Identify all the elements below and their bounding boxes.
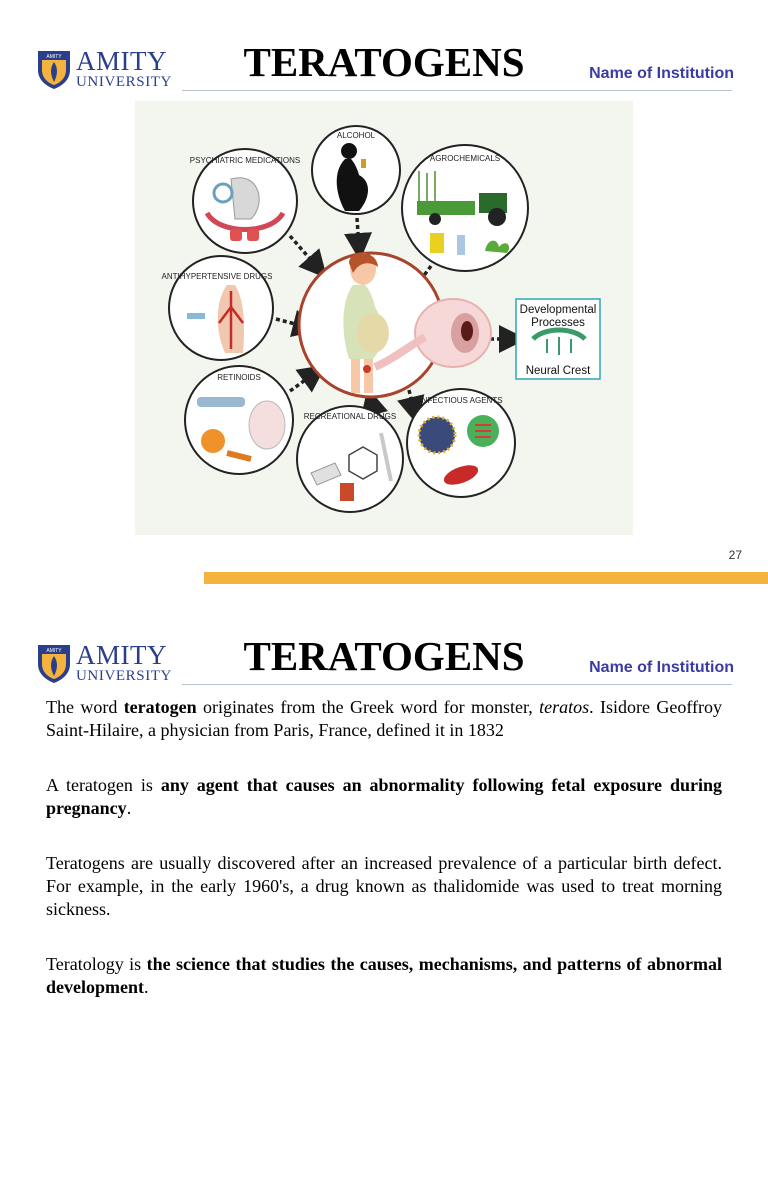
text-run: Teratogens are usually discovered after an increased prevalence of a particular birth defect. For example, in the early 1960's, a drug known as thalidomide was used to treat morning sickness. bbox=[46, 853, 722, 919]
shield-text: AMITY bbox=[46, 648, 62, 654]
text-run: . Isidore Geoffroy Saint-Hilaire, a physician from Paris, France, defined it in 1832 bbox=[46, 697, 723, 740]
amity-university-logo bbox=[36, 48, 176, 94]
text-run: The word bbox=[46, 697, 124, 717]
paragraph-discovery bbox=[46, 852, 722, 921]
text-run: originates from the Greek word for monster, bbox=[196, 697, 540, 717]
text-run: . bbox=[126, 798, 132, 818]
agrochemicals-label: AGROCHEMICALS bbox=[429, 154, 501, 163]
logo-name: AMITY bbox=[76, 640, 167, 670]
outcome-line1: Developmental bbox=[519, 304, 597, 316]
outcome-line2: Processes bbox=[531, 317, 585, 329]
text-run: . bbox=[144, 977, 149, 997]
slide-teratogens-definition bbox=[0, 594, 768, 1188]
term-teratos: teratos bbox=[539, 697, 590, 717]
psychiatric-medications-node bbox=[190, 149, 300, 253]
retinoids-label: RETINOIDS bbox=[217, 373, 261, 382]
shield-text: AMITY bbox=[46, 54, 62, 60]
header-divider bbox=[182, 684, 732, 685]
agrochemicals-node bbox=[402, 145, 528, 271]
term-teratogen: teratogen bbox=[123, 697, 197, 717]
institution-name: Name of Institution bbox=[589, 65, 734, 82]
logo-name: AMITY bbox=[76, 46, 167, 76]
antihypertensive-drugs-node bbox=[162, 256, 273, 360]
recreational-label: RECREATIONAL DRUGS bbox=[303, 412, 397, 421]
teratology-emphasis: the science that studies the causes, mechanisms, and patterns of abnormal development bbox=[46, 954, 722, 997]
infectious-label: INFECTIOUS AGENTS bbox=[419, 396, 503, 405]
text-run: Teratology is bbox=[46, 954, 147, 974]
developmental-processes-box bbox=[516, 299, 600, 379]
footer-accent-bar bbox=[204, 572, 768, 584]
recreational-drugs-node bbox=[297, 406, 403, 512]
header-divider bbox=[182, 90, 732, 91]
institution-name: Name of Institution bbox=[589, 659, 734, 676]
alcohol-node bbox=[312, 126, 400, 214]
infectious-agents-node bbox=[407, 389, 515, 497]
psychiatric-label: PSYCHIATRIC MEDICATIONS bbox=[189, 156, 301, 165]
alcohol-label: ALCOHOL bbox=[336, 131, 376, 140]
teratogens-diagram bbox=[135, 101, 633, 535]
teratogens-infographic bbox=[135, 101, 633, 535]
slide-title: TERATOGENS bbox=[243, 633, 525, 679]
retinoids-node bbox=[185, 366, 293, 474]
amity-university-logo bbox=[36, 642, 176, 688]
logo-subtitle: UNIVERSITY bbox=[76, 74, 172, 90]
paragraph-etymology bbox=[46, 696, 722, 742]
slide-body bbox=[46, 696, 722, 1031]
paragraph-definition bbox=[46, 774, 722, 820]
definition-emphasis: any agent that causes an abnormality following fetal exposure during pregnancy bbox=[46, 775, 722, 818]
amity-shield-icon bbox=[36, 642, 72, 684]
outcome-line3: Neural Crest bbox=[525, 365, 591, 377]
amity-shield-icon bbox=[36, 48, 72, 90]
paragraph-teratology bbox=[46, 953, 722, 999]
logo-subtitle: UNIVERSITY bbox=[76, 668, 172, 684]
page-number: 27 bbox=[728, 548, 742, 562]
slide-title: TERATOGENS bbox=[243, 39, 525, 85]
antihypertensive-label: ANTIHYPERTENSIVE DRUGS bbox=[161, 272, 273, 281]
text-run: A teratogen is bbox=[46, 775, 161, 795]
